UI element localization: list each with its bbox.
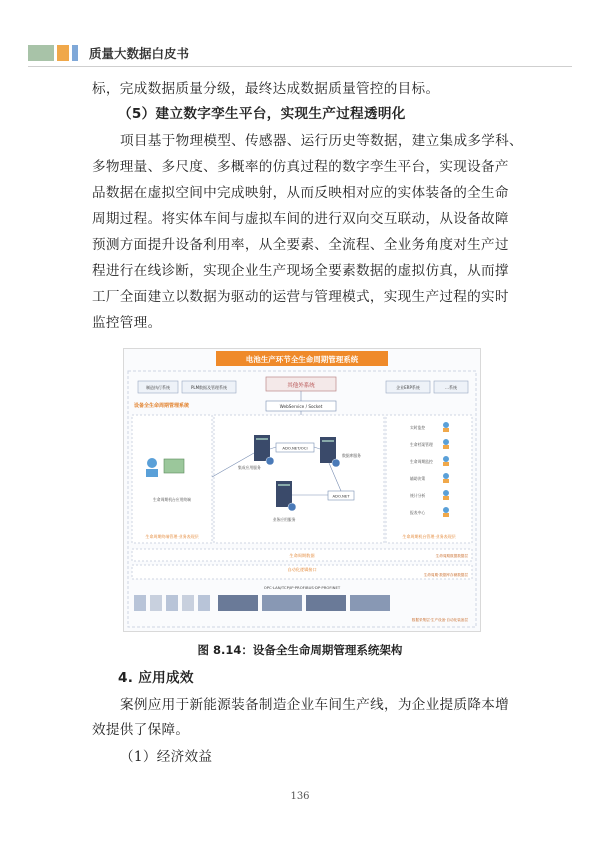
- para-line: 多物理量、多尺度、多概率的仿真过程的数字孪生平台，实现设备产: [92, 159, 509, 175]
- top-box-plm-label: PLM数据及管理系统: [190, 385, 228, 390]
- right-item: 生命档案管理: [410, 442, 433, 447]
- erp-label: 企业ERP系统: [396, 385, 420, 390]
- user-icon-body: [146, 469, 158, 477]
- db-service-label: 数据库服务: [342, 453, 361, 458]
- architecture-figure: [123, 348, 481, 632]
- header-bar-green: [28, 45, 54, 61]
- adonet-oci-label: ADO.NET/OCI: [282, 445, 308, 451]
- etc-label: …系统: [445, 385, 457, 390]
- para-line: 项目基于物理模型、传感器、运行历史等数据，建立集成多学科、: [120, 133, 523, 149]
- right-item: 实时监控: [410, 425, 426, 430]
- subsection-heading: （1）经济效益: [120, 749, 213, 765]
- protocol-label: OPC·LAN/TCP/IP·PROFIBUS·DP·PROFINET: [263, 585, 341, 590]
- adonet-label: ADO.NET: [332, 493, 350, 499]
- header-bar-orange: [57, 45, 69, 61]
- bottom-right-label: 数据采集层·生产设备·自动化装备层: [411, 618, 468, 622]
- para2-line: 案例应用于新能源装备制造企业车间生产线，为企业提质降本增: [120, 697, 510, 713]
- terminal-icon: [164, 459, 184, 473]
- para2-line: 效提供了保障。: [92, 722, 190, 738]
- architecture-diagram: [124, 349, 480, 631]
- section-5-heading: （5）建立数字孪生平台，实现生产过程透明化: [118, 106, 406, 122]
- para-line: 预测方面提升设备利用率，从全要素、全流程、全业务角度对生产过: [92, 237, 509, 253]
- integration-service-label: 集成应用服务: [238, 465, 261, 470]
- figure-title: 电池生产环节全生命周期管理系统: [245, 355, 359, 364]
- band-lifecycle-data-right: 生命周期数据数据层: [435, 554, 468, 558]
- left-footer: 生命周期终端管理·业务表现层: [145, 534, 199, 539]
- other-system-label: 其他外系统: [287, 383, 315, 389]
- section-4-heading: 4. 应用成效: [118, 670, 194, 686]
- top-box-mes-label: 制造执行系统: [146, 385, 170, 390]
- header-rule: [28, 66, 572, 67]
- para-line: 品数据在虚拟空间中完成映射，从而反映相对应的实体装备的全生命: [92, 185, 509, 201]
- para-line: 监控管理。: [92, 315, 162, 331]
- right-item: 报表中心: [410, 510, 426, 515]
- client-label: 生命周期机台应用终端: [153, 497, 191, 502]
- right-footer: 生命周期机台管理·业务表现层: [402, 534, 456, 539]
- equipment-row: [134, 595, 390, 611]
- band-automation-label: 自动化逻辑接口: [287, 567, 317, 572]
- right-item: 辅助决策: [410, 476, 426, 481]
- para-line: 工厂全面建立以数据为驱动的运营与管理模式，实现生产过程的实时: [92, 289, 509, 305]
- center-panel: [214, 415, 384, 543]
- figure-caption: 图 8.14：设备全生命周期管理系统架构: [197, 643, 403, 657]
- webservice-label: WebService / Socket: [279, 404, 323, 409]
- continuation-line: 标，完成数据质量分级，最终达成数据质量管控的目标。: [92, 81, 440, 97]
- band-lifecycle-data-label: 生命周期数据: [289, 553, 315, 558]
- book-title: 质量大数据白皮书: [89, 46, 190, 61]
- right-item: 生命周期监控: [410, 459, 433, 464]
- band-automation-right: 生命周期·数据库存储数据层: [423, 573, 468, 577]
- para-line: 周期过程。将实体车间与虚拟车间的进行双向交互联动，从设备故障: [92, 211, 509, 227]
- left-panel: [132, 415, 212, 543]
- biz-service-label: 业务应用服务: [272, 517, 296, 522]
- header-bar-blue: [72, 45, 78, 61]
- section-title: 设备全生命周期管理系统: [134, 403, 190, 409]
- right-panel: [386, 415, 472, 543]
- page-header: [28, 44, 189, 62]
- user-icon: [147, 458, 157, 468]
- right-item: 统计分析: [410, 493, 426, 498]
- para-line: 程进行在线诊断，实现企业生产现场全要素数据的虚拟仿真，从而撑: [92, 263, 509, 279]
- page-number: 136: [290, 791, 310, 802]
